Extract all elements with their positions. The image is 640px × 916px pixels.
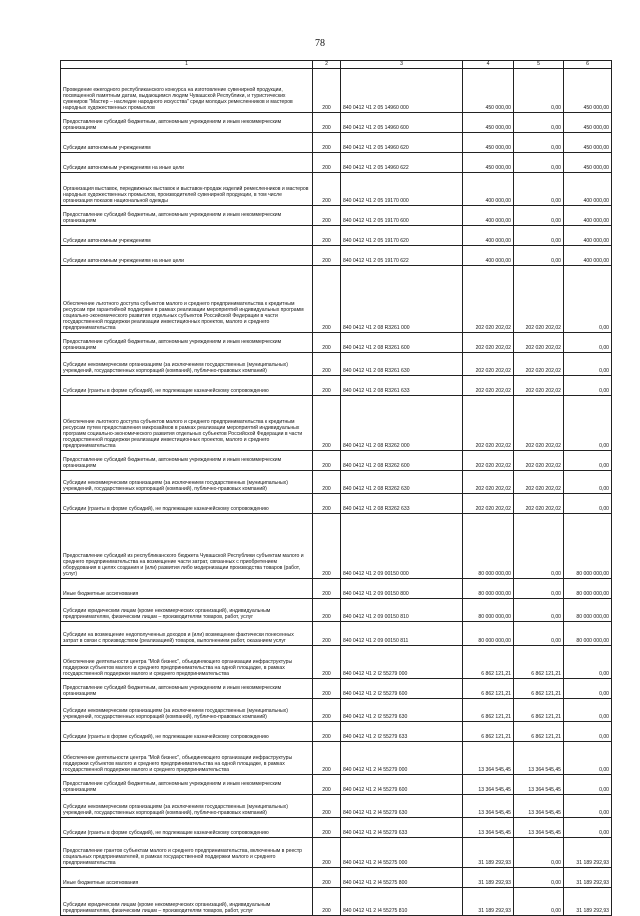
row-amount-republic-cell: 31 189 292,93 <box>564 868 612 888</box>
row-amount-federal-cell: 0,00 <box>514 888 564 916</box>
row-amount-total-cell: 400 000,00 <box>463 173 514 206</box>
row-code-cell: 200 <box>313 888 341 916</box>
table-row <box>61 838 612 868</box>
row-amount-total-cell: 202 020 202,02 <box>463 494 514 514</box>
table-row <box>61 353 612 376</box>
row-amount-federal-cell: 13 364 545,45 <box>514 775 564 795</box>
row-classification-cell: 840 0412 Ч1 2 05 14960 620 <box>341 133 463 153</box>
row-name-cell: Обеспечение льготного доступа субъектов малого и среднего предпринимательства к кредитным ресурсам путем предоставления микрозаймов в рамках реализации мероприятий индивидуальных программ социально-экономического развития отдельных субъектов Российской Федерации в части государственной поддержки реализации инвестиционных проектов, малого и среднего предпринимательства <box>61 396 313 451</box>
header-row <box>61 61 612 69</box>
table-row <box>61 742 612 775</box>
row-code-cell: 200 <box>313 699 341 722</box>
row-amount-total-cell: 202 020 202,02 <box>463 333 514 353</box>
row-code-cell: 200 <box>313 69 341 113</box>
row-amount-federal-cell: 202 020 202,02 <box>514 396 564 451</box>
row-code-cell: 200 <box>313 206 341 226</box>
table-row <box>61 113 612 133</box>
row-amount-republic-cell: 0,00 <box>564 646 612 679</box>
row-classification-cell: 840 0412 Ч1 2 08 R3261 633 <box>341 376 463 396</box>
row-code-cell: 200 <box>313 333 341 353</box>
row-classification-cell: 840 0412 Ч1 2 I4 55275 800 <box>341 868 463 888</box>
row-code-cell: 200 <box>313 266 341 333</box>
column-header: 4 <box>463 61 514 69</box>
row-amount-total-cell: 450 000,00 <box>463 153 514 173</box>
row-name-cell: Субсидии юридическим лицам (кроме некоммерческих организаций), индивидуальным предпринимателям, физическим лицам – производителям товаров, работ, услуг <box>61 599 313 622</box>
row-amount-federal-cell: 202 020 202,02 <box>514 451 564 471</box>
row-code-cell: 200 <box>313 868 341 888</box>
row-classification-cell: 840 0412 Ч1 2 08 R3261 000 <box>341 266 463 333</box>
row-amount-republic-cell: 80 000 000,00 <box>564 599 612 622</box>
row-classification-cell: 840 0412 Ч1 2 I2 55279 000 <box>341 646 463 679</box>
row-name-cell: Субсидии (гранты в форме субсидий), не подлежащие казначейскому сопровождению <box>61 494 313 514</box>
row-classification-cell: 840 0412 Ч1 2 05 19170 620 <box>341 226 463 246</box>
row-name-cell: Предоставление субсидий бюджетным, автономным учреждениям и иным некоммерческим организациям <box>61 113 313 133</box>
row-amount-republic-cell: 0,00 <box>564 699 612 722</box>
row-code-cell: 200 <box>313 494 341 514</box>
row-amount-federal-cell: 202 020 202,02 <box>514 494 564 514</box>
row-amount-federal-cell: 0,00 <box>514 579 564 599</box>
row-classification-cell: 840 0412 Ч1 2 05 19170 600 <box>341 206 463 226</box>
table-row <box>61 494 612 514</box>
row-code-cell: 200 <box>313 818 341 838</box>
row-amount-republic-cell: 400 000,00 <box>564 173 612 206</box>
row-code-cell: 200 <box>313 838 341 868</box>
row-amount-republic-cell: 400 000,00 <box>564 206 612 226</box>
row-classification-cell: 840 0412 Ч1 2 I4 55279 000 <box>341 742 463 775</box>
row-name-cell: Предоставление субсидий из республиканского бюджета Чувашской Республики субъектам малого и среднего предпринимательства на возмещение части затрат, связанных с приобретением оборудования в целях создания и (или) развития либо модернизации производства товаров (работ, услуг) <box>61 514 313 579</box>
row-amount-total-cell: 202 020 202,02 <box>463 451 514 471</box>
table-row <box>61 795 612 818</box>
table-row <box>61 514 612 579</box>
row-name-cell: Субсидии автономным учреждениям на иные цели <box>61 246 313 266</box>
row-amount-federal-cell: 202 020 202,02 <box>514 266 564 333</box>
row-amount-federal-cell: 6 862 121,21 <box>514 679 564 699</box>
row-code-cell: 200 <box>313 795 341 818</box>
row-classification-cell: 840 0412 Ч1 2 I4 55279 633 <box>341 818 463 838</box>
row-amount-republic-cell: 0,00 <box>564 333 612 353</box>
row-amount-republic-cell: 80 000 000,00 <box>564 579 612 599</box>
table-row <box>61 818 612 838</box>
row-amount-federal-cell: 0,00 <box>514 153 564 173</box>
table-row <box>61 868 612 888</box>
row-amount-republic-cell: 0,00 <box>564 494 612 514</box>
row-amount-republic-cell: 0,00 <box>564 396 612 451</box>
row-name-cell: Субсидии некоммерческим организациям (за исключением государственных (муниципальных) учреждений, государственных корпораций (компаний), публично-правовых компаний) <box>61 353 313 376</box>
row-amount-total-cell: 31 189 292,93 <box>463 888 514 916</box>
row-code-cell: 200 <box>313 679 341 699</box>
row-code-cell: 200 <box>313 646 341 679</box>
row-amount-total-cell: 13 364 545,45 <box>463 795 514 818</box>
row-amount-republic-cell: 450 000,00 <box>564 69 612 113</box>
row-name-cell: Предоставление субсидий бюджетным, автономным учреждениям и иным некоммерческим организациям <box>61 775 313 795</box>
row-amount-federal-cell: 0,00 <box>514 133 564 153</box>
table-row <box>61 69 612 113</box>
row-amount-republic-cell: 0,00 <box>564 795 612 818</box>
table-row <box>61 206 612 226</box>
row-code-cell: 200 <box>313 113 341 133</box>
row-amount-total-cell: 31 189 292,93 <box>463 838 514 868</box>
row-name-cell: Иные бюджетные ассигнования <box>61 868 313 888</box>
row-amount-republic-cell: 31 189 292,93 <box>564 888 612 916</box>
row-name-cell: Предоставление субсидий бюджетным, автономным учреждениям и иным некоммерческим организациям <box>61 206 313 226</box>
row-code-cell: 200 <box>313 246 341 266</box>
row-amount-republic-cell: 31 189 292,93 <box>564 838 612 868</box>
row-amount-federal-cell: 0,00 <box>514 622 564 646</box>
table-row <box>61 775 612 795</box>
row-amount-total-cell: 80 000 000,00 <box>463 514 514 579</box>
row-classification-cell: 840 0412 Ч1 2 09 00150 810 <box>341 599 463 622</box>
row-amount-total-cell: 202 020 202,02 <box>463 353 514 376</box>
row-code-cell: 200 <box>313 599 341 622</box>
table-row <box>61 266 612 333</box>
table-row <box>61 173 612 206</box>
row-classification-cell: 840 0412 Ч1 2 09 00150 000 <box>341 514 463 579</box>
row-name-cell: Иные бюджетные ассигнования <box>61 579 313 599</box>
row-amount-federal-cell: 6 862 121,21 <box>514 722 564 742</box>
column-header: 3 <box>341 61 463 69</box>
table-row <box>61 722 612 742</box>
row-amount-federal-cell: 13 364 545,45 <box>514 795 564 818</box>
row-classification-cell: 840 0412 Ч1 2 08 R3262 630 <box>341 471 463 494</box>
table-row <box>61 396 612 451</box>
table-row <box>61 679 612 699</box>
row-amount-federal-cell: 0,00 <box>514 173 564 206</box>
table-row <box>61 333 612 353</box>
table-row <box>61 699 612 722</box>
row-name-cell: Предоставление субсидий бюджетным, автономным учреждениям и иным некоммерческим организациям <box>61 451 313 471</box>
row-amount-republic-cell: 0,00 <box>564 722 612 742</box>
row-amount-total-cell: 31 189 292,93 <box>463 868 514 888</box>
row-amount-total-cell: 6 862 121,21 <box>463 722 514 742</box>
row-amount-republic-cell: 0,00 <box>564 376 612 396</box>
row-classification-cell: 840 0412 Ч1 2 05 14960 600 <box>341 113 463 133</box>
row-amount-total-cell: 450 000,00 <box>463 113 514 133</box>
row-amount-republic-cell: 450 000,00 <box>564 133 612 153</box>
row-amount-federal-cell: 0,00 <box>514 246 564 266</box>
row-name-cell: Предоставление грантов субъектам малого и среднего предпринимательства, включенным в реестр социальных предпринимателей, в рамках государственной поддержки малого и среднего предпринимательства <box>61 838 313 868</box>
row-name-cell: Субсидии (гранты в форме субсидий), не подлежащие казначейскому сопровождению <box>61 722 313 742</box>
row-amount-total-cell: 13 364 545,45 <box>463 775 514 795</box>
row-classification-cell: 840 0412 Ч1 2 08 R3261 600 <box>341 333 463 353</box>
budget-table <box>60 60 612 916</box>
row-amount-total-cell: 6 862 121,21 <box>463 699 514 722</box>
row-amount-republic-cell: 450 000,00 <box>564 113 612 133</box>
row-name-cell: Организация выставок, передвижных выставок и выставок-продаж изделий ремесленников и мастеров народных художественных промыслов, производителей сувенирной продукции, в том числе организация показов национальной одежды <box>61 173 313 206</box>
row-code-cell: 200 <box>313 514 341 579</box>
row-name-cell: Обеспечение деятельности центра "Мой бизнес", объединяющего организации инфраструктуры поддержки субъектов малого и среднего предпринимательства на одной площадке, в рамках государственной поддержки малого и среднего предпринимательства <box>61 646 313 679</box>
row-code-cell: 200 <box>313 133 341 153</box>
row-code-cell: 200 <box>313 722 341 742</box>
row-code-cell: 200 <box>313 376 341 396</box>
row-amount-total-cell: 450 000,00 <box>463 133 514 153</box>
row-amount-republic-cell: 80 000 000,00 <box>564 514 612 579</box>
table-row <box>61 153 612 173</box>
row-amount-republic-cell: 0,00 <box>564 471 612 494</box>
row-amount-total-cell: 202 020 202,02 <box>463 266 514 333</box>
row-code-cell: 200 <box>313 226 341 246</box>
row-name-cell: Субсидии юридическим лицам (кроме некоммерческих организаций), индивидуальным предпринимателям, физическим лицам – производителям товаров, работ, услуг <box>61 888 313 916</box>
row-classification-cell: 840 0412 Ч1 2 I4 55275 000 <box>341 838 463 868</box>
row-amount-republic-cell: 400 000,00 <box>564 246 612 266</box>
table-row <box>61 579 612 599</box>
row-code-cell: 200 <box>313 622 341 646</box>
row-amount-total-cell: 6 862 121,21 <box>463 646 514 679</box>
row-classification-cell: 840 0412 Ч1 2 I2 55279 600 <box>341 679 463 699</box>
row-amount-total-cell: 450 000,00 <box>463 69 514 113</box>
row-amount-total-cell: 13 364 545,45 <box>463 742 514 775</box>
row-amount-federal-cell: 13 364 545,45 <box>514 818 564 838</box>
row-name-cell: Субсидии некоммерческим организациям (за исключением государственных (муниципальных) учреждений, государственных корпораций (компаний), публично-правовых компаний) <box>61 471 313 494</box>
row-amount-federal-cell: 6 862 121,21 <box>514 646 564 679</box>
row-amount-republic-cell: 0,00 <box>564 451 612 471</box>
row-name-cell: Субсидии автономным учреждениям <box>61 226 313 246</box>
row-amount-republic-cell: 400 000,00 <box>564 226 612 246</box>
row-amount-total-cell: 80 000 000,00 <box>463 579 514 599</box>
row-classification-cell: 840 0412 Ч1 2 08 R3262 000 <box>341 396 463 451</box>
column-header: 2 <box>313 61 341 69</box>
row-amount-total-cell: 400 000,00 <box>463 246 514 266</box>
row-classification-cell: 840 0412 Ч1 2 05 14960 000 <box>341 69 463 113</box>
row-name-cell: Субсидии автономным учреждениям <box>61 133 313 153</box>
column-header: 1 <box>61 61 313 69</box>
row-classification-cell: 840 0412 Ч1 2 I4 55275 810 <box>341 888 463 916</box>
row-amount-total-cell: 400 000,00 <box>463 226 514 246</box>
table-row <box>61 246 612 266</box>
column-header: 6 <box>564 61 612 69</box>
row-amount-republic-cell: 80 000 000,00 <box>564 622 612 646</box>
row-name-cell: Предоставление субсидий бюджетным, автономным учреждениям и иным некоммерческим организациям <box>61 333 313 353</box>
row-name-cell: Субсидии некоммерческим организациям (за исключением государственных (муниципальных) учреждений, государственных корпораций (компаний), публично-правовых компаний) <box>61 795 313 818</box>
row-amount-total-cell: 202 020 202,02 <box>463 471 514 494</box>
row-amount-total-cell: 400 000,00 <box>463 206 514 226</box>
table-row <box>61 451 612 471</box>
row-amount-federal-cell: 0,00 <box>514 226 564 246</box>
row-amount-total-cell: 202 020 202,02 <box>463 396 514 451</box>
row-amount-total-cell: 202 020 202,02 <box>463 376 514 396</box>
row-amount-total-cell: 80 000 000,00 <box>463 599 514 622</box>
row-amount-federal-cell: 0,00 <box>514 206 564 226</box>
row-name-cell: Обеспечение льготного доступа субъектов малого и среднего предпринимательства к кредитным ресурсам при гарантийной поддержке в рамках реализации мероприятий индивидуальных программ социально-экономического развития отдельных субъектов Российской Федерации в части государственной поддержки реализации инвестиционных проектов, малого и среднего предпринимательства <box>61 266 313 333</box>
column-header: 5 <box>514 61 564 69</box>
row-code-cell: 200 <box>313 153 341 173</box>
row-amount-federal-cell: 13 364 545,45 <box>514 742 564 775</box>
row-name-cell: Предоставление субсидий бюджетным, автономным учреждениям и иным некоммерческим организациям <box>61 679 313 699</box>
row-amount-federal-cell: 0,00 <box>514 113 564 133</box>
row-code-cell: 200 <box>313 579 341 599</box>
row-amount-total-cell: 6 862 121,21 <box>463 679 514 699</box>
row-name-cell: Обеспечение деятельности центра "Мой бизнес", объединяющего организации инфраструктуры поддержки субъектов малого и среднего предпринимательства на одной площадке, в рамках государственной поддержки малого и среднего предпринимательства <box>61 742 313 775</box>
table-row <box>61 376 612 396</box>
row-amount-republic-cell: 0,00 <box>564 266 612 333</box>
row-classification-cell: 840 0412 Ч1 2 I4 55279 630 <box>341 795 463 818</box>
row-classification-cell: 840 0412 Ч1 2 I2 55279 630 <box>341 699 463 722</box>
row-amount-republic-cell: 0,00 <box>564 775 612 795</box>
row-name-cell: Субсидии (гранты в форме субсидий), не подлежащие казначейскому сопровождению <box>61 818 313 838</box>
row-amount-federal-cell: 0,00 <box>514 69 564 113</box>
row-classification-cell: 840 0412 Ч1 2 08 R3262 600 <box>341 451 463 471</box>
row-name-cell: Субсидии на возмещение недополученных доходов и (или) возмещение фактически понесенных затрат в связи с производством (реализацией) товаров, выполнением работ, оказанием услуг <box>61 622 313 646</box>
row-classification-cell: 840 0412 Ч1 2 I2 55279 633 <box>341 722 463 742</box>
row-amount-federal-cell: 0,00 <box>514 838 564 868</box>
row-code-cell: 200 <box>313 775 341 795</box>
row-name-cell: Субсидии некоммерческим организациям (за исключением государственных (муниципальных) учреждений, государственных корпораций (компаний), публично-правовых компаний) <box>61 699 313 722</box>
table-row <box>61 646 612 679</box>
row-classification-cell: 840 0412 Ч1 2 08 R3262 633 <box>341 494 463 514</box>
row-amount-republic-cell: 0,00 <box>564 818 612 838</box>
row-amount-total-cell: 80 000 000,00 <box>463 622 514 646</box>
row-classification-cell: 840 0412 Ч1 2 08 R3261 630 <box>341 353 463 376</box>
row-amount-republic-cell: 0,00 <box>564 353 612 376</box>
table-row <box>61 226 612 246</box>
row-name-cell: Субсидии (гранты в форме субсидий), не подлежащие казначейскому сопровождению <box>61 376 313 396</box>
row-amount-federal-cell: 0,00 <box>514 514 564 579</box>
row-code-cell: 200 <box>313 471 341 494</box>
row-amount-federal-cell: 0,00 <box>514 599 564 622</box>
row-name-cell: Субсидии автономным учреждениям на иные цели <box>61 153 313 173</box>
row-amount-federal-cell: 202 020 202,02 <box>514 376 564 396</box>
row-amount-republic-cell: 0,00 <box>564 742 612 775</box>
row-amount-federal-cell: 6 862 121,21 <box>514 699 564 722</box>
row-classification-cell: 840 0412 Ч1 2 09 00150 800 <box>341 579 463 599</box>
row-amount-federal-cell: 202 020 202,02 <box>514 353 564 376</box>
table-row <box>61 471 612 494</box>
row-code-cell: 200 <box>313 451 341 471</box>
row-amount-federal-cell: 0,00 <box>514 868 564 888</box>
page-number: 78 <box>315 38 325 49</box>
row-code-cell: 200 <box>313 742 341 775</box>
table-row <box>61 599 612 622</box>
row-amount-federal-cell: 202 020 202,02 <box>514 471 564 494</box>
row-classification-cell: 840 0412 Ч1 2 09 00150 811 <box>341 622 463 646</box>
row-code-cell: 200 <box>313 396 341 451</box>
table-row <box>61 133 612 153</box>
row-classification-cell: 840 0412 Ч1 2 I4 55279 600 <box>341 775 463 795</box>
table-row <box>61 888 612 916</box>
row-classification-cell: 840 0412 Ч1 2 05 14960 622 <box>341 153 463 173</box>
row-amount-federal-cell: 202 020 202,02 <box>514 333 564 353</box>
row-classification-cell: 840 0412 Ч1 2 05 19170 000 <box>341 173 463 206</box>
row-amount-republic-cell: 450 000,00 <box>564 153 612 173</box>
row-name-cell: Проведение ежегодного республиканского конкурса на изготовление сувенирной продукции, посвященной памятным датам, выдающимся людям Чувашской Республики, и туристических сувениров "Мастер – наследие народного искусства" среди молодых ремесленников и мастеров народных художественных промыслов <box>61 69 313 113</box>
row-classification-cell: 840 0412 Ч1 2 05 19170 622 <box>341 246 463 266</box>
row-amount-republic-cell: 0,00 <box>564 679 612 699</box>
row-code-cell: 200 <box>313 173 341 206</box>
row-code-cell: 200 <box>313 353 341 376</box>
table-row <box>61 622 612 646</box>
row-amount-total-cell: 13 364 545,45 <box>463 818 514 838</box>
